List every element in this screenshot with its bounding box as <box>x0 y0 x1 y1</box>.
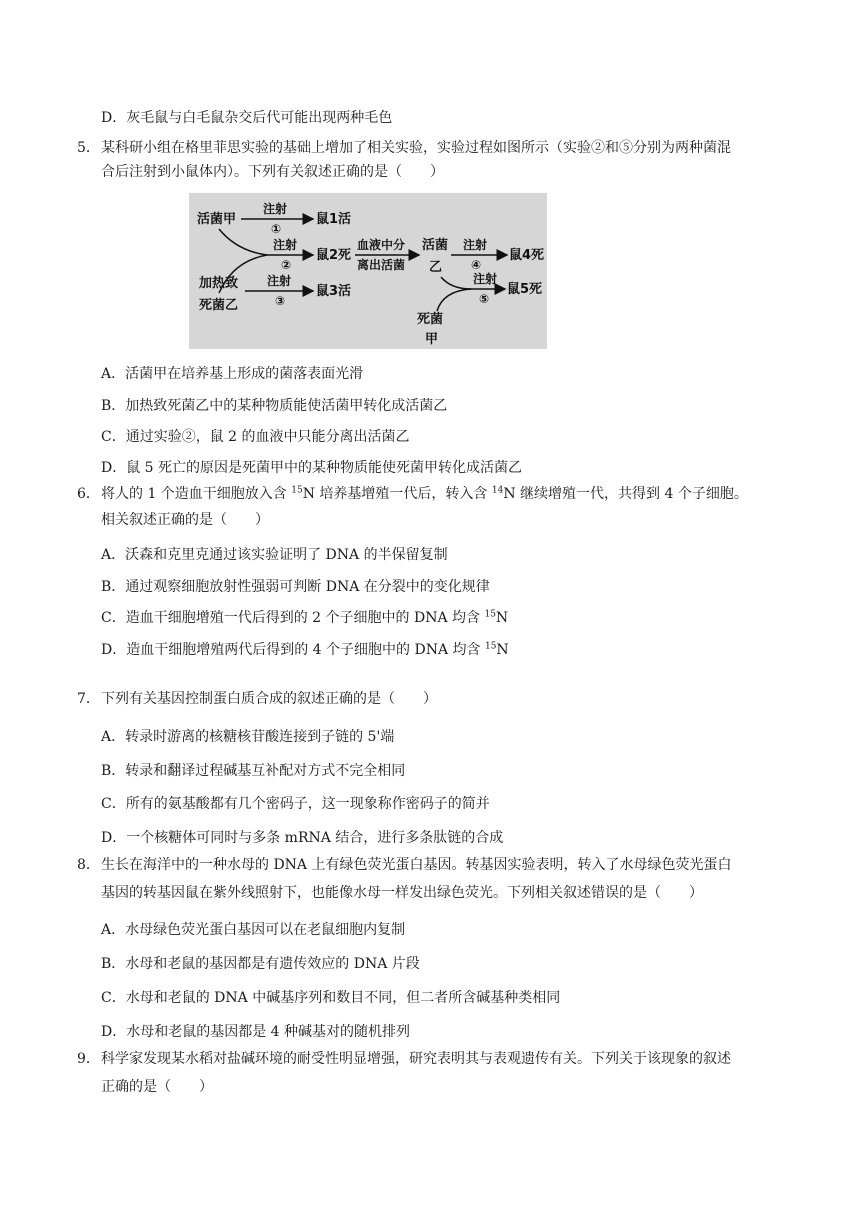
q4-option-d: D．灰毛鼠与白毛鼠杂交后代可能出现两种毛色 <box>101 110 393 126</box>
q6-option-c <box>101 608 508 628</box>
q6-option-d-isotope: 15 <box>484 641 497 652</box>
griffith-experiment-diagram <box>189 193 547 349</box>
label-step3: ③ <box>275 294 286 308</box>
q8-option-d: D．水母和老鼠的基因都是 4 种碱基对的随机排列 <box>101 1024 411 1040</box>
q8-number: 8． <box>77 857 100 873</box>
q7-option-c: C．所有的氨基酸都有几个密码子，这一现象称作密码子的简并 <box>101 796 490 812</box>
label-inject-2: 注射 <box>273 238 298 252</box>
q6-stem-line2: 相关叙述正确的是（ ） <box>101 512 269 528</box>
label-mouse3: 鼠3活 <box>316 284 352 299</box>
label-inject-4: 注射 <box>463 238 488 252</box>
q5-option-b: B．加热致死菌乙中的某种物质能使活菌甲转化成活菌乙 <box>101 398 448 414</box>
q7-stem: 下列有关基因控制蛋白质合成的叙述正确的是（ ） <box>101 691 437 707</box>
label-inject-3: 注射 <box>267 274 292 288</box>
label-dead-a-line1: 死菌 <box>417 312 444 327</box>
label-heat-b-line1: 加热致 <box>199 276 239 291</box>
q5-number: 5． <box>77 140 100 156</box>
label-step1: ① <box>271 222 282 236</box>
q8-option-b: B．水母和老鼠的基因都是有遗传效应的 DNA 片段 <box>101 956 420 972</box>
q6-option-c-element: N <box>495 610 509 626</box>
q6-stem-part2: N 培养基增殖一代后，转入含 <box>302 486 492 502</box>
q7-option-a: A．转录时游离的核糖核苷酸连接到子链的 5'端 <box>101 729 395 745</box>
label-mouse2: 鼠2死 <box>316 248 352 263</box>
curve-live-b-to-step5 <box>441 277 471 289</box>
label-dead-a-line2: 甲 <box>425 332 439 347</box>
q5-stem-line1: 某科研小组在格里菲思实验的基础上增加了相关实验，实验过程如图所示（实验②和⑤分别为两种菌混 <box>101 140 731 156</box>
q6-option-a: A．沃森和克里克通过该实验证明了 DNA 的半保留复制 <box>101 547 448 563</box>
q8-stem-line2: 基因的转基因鼠在紫外线照射下，也能像水母一样发出绿色荧光。下列相关叙述错误的是（ ） <box>101 885 703 901</box>
q8-option-a: A．水母绿色荧光蛋白基因可以在老鼠细胞内复制 <box>101 922 406 938</box>
label-blood-line2: 离出活菌 <box>357 258 406 272</box>
q6-option-c-text: C．造血干细胞增殖一代后得到的 2 个子细胞中的 DNA 均含 <box>101 610 485 626</box>
q6-option-b: B．通过观察细胞放射性强弱可判断 DNA 在分裂中的变化规律 <box>101 579 490 595</box>
label-blood-line1: 血液中分 <box>357 238 406 252</box>
q8-stem-line1: 生长在海洋中的一种水母的 DNA 上有绿色荧光蛋白基因。转基因实验表明，转入了水母绿色荧光蛋白 <box>101 857 732 873</box>
q6-stem-part1: 将人的 1 个造血干细胞放入含 <box>101 486 292 502</box>
q6-option-d-element: N <box>496 642 509 658</box>
label-inject-5: 注射 <box>473 272 498 286</box>
label-step5: ⑤ <box>479 292 490 306</box>
q7-option-b: B．转录和翻译过程碱基互补配对方式不完全相同 <box>101 763 406 779</box>
q6-isotope-14: 14 <box>491 485 504 496</box>
label-mouse1: 鼠1活 <box>316 212 352 227</box>
label-live-b-line2: 乙 <box>429 260 443 275</box>
q5-option-d: D．鼠 5 死亡的原因是死菌甲中的某种物质能使死菌甲转化成活菌乙 <box>101 460 523 476</box>
label-mouse5: 鼠5死 <box>507 282 543 297</box>
q7-number: 7． <box>77 691 100 707</box>
q9-stem-line1: 科学家发现某水稻对盐碱环境的耐受性明显增强，研究表明其与表观遗传有关。下列关于该现象的叙述 <box>101 1051 731 1067</box>
label-step4: ④ <box>471 258 482 272</box>
label-step2: ② <box>281 258 292 272</box>
q6-isotope-15: 15 <box>291 485 303 496</box>
label-heat-b-line2: 死菌乙 <box>199 298 239 313</box>
q6-option-d <box>101 640 509 660</box>
diagram-svg <box>189 193 547 349</box>
curve-live-a-to-step2 <box>219 229 267 255</box>
q6-stem-part3: N 继续增殖一代，共得到 4 个子细胞。 <box>503 486 748 502</box>
curve-dead-a-to-step5 <box>437 289 471 311</box>
q6-option-d-text: D．造血干细胞增殖两代后得到的 4 个子细胞中的 DNA 均含 <box>101 642 485 658</box>
q9-stem-line2: 正确的是（ ） <box>101 1079 213 1095</box>
q8-option-c: C．水母和老鼠的 DNA 中碱基序列和数目不同，但二者所含碱基种类相同 <box>101 990 561 1006</box>
label-live-a: 活菌甲 <box>197 212 237 227</box>
q6-option-c-isotope: 15 <box>484 609 496 620</box>
q5-option-c: C．通过实验②，鼠 2 的血液中只能分离出活菌乙 <box>101 429 410 445</box>
q7-option-d: D．一个核糖体可同时与多条 mRNA 结合，进行多条肽链的合成 <box>101 830 504 846</box>
q5-option-a: A．活菌甲在培养基上形成的菌落表面光滑 <box>101 366 364 382</box>
label-live-b-line1: 活菌 <box>422 238 449 253</box>
label-inject-1: 注射 <box>263 202 288 216</box>
q9-number: 9． <box>77 1051 100 1067</box>
q6-stem-line1 <box>101 484 748 504</box>
label-mouse4: 鼠4死 <box>509 248 545 263</box>
q6-number: 6． <box>77 486 100 502</box>
q5-stem-line2: 合后注射到小鼠体内）。下列有关叙述正确的是（ ） <box>101 164 444 180</box>
